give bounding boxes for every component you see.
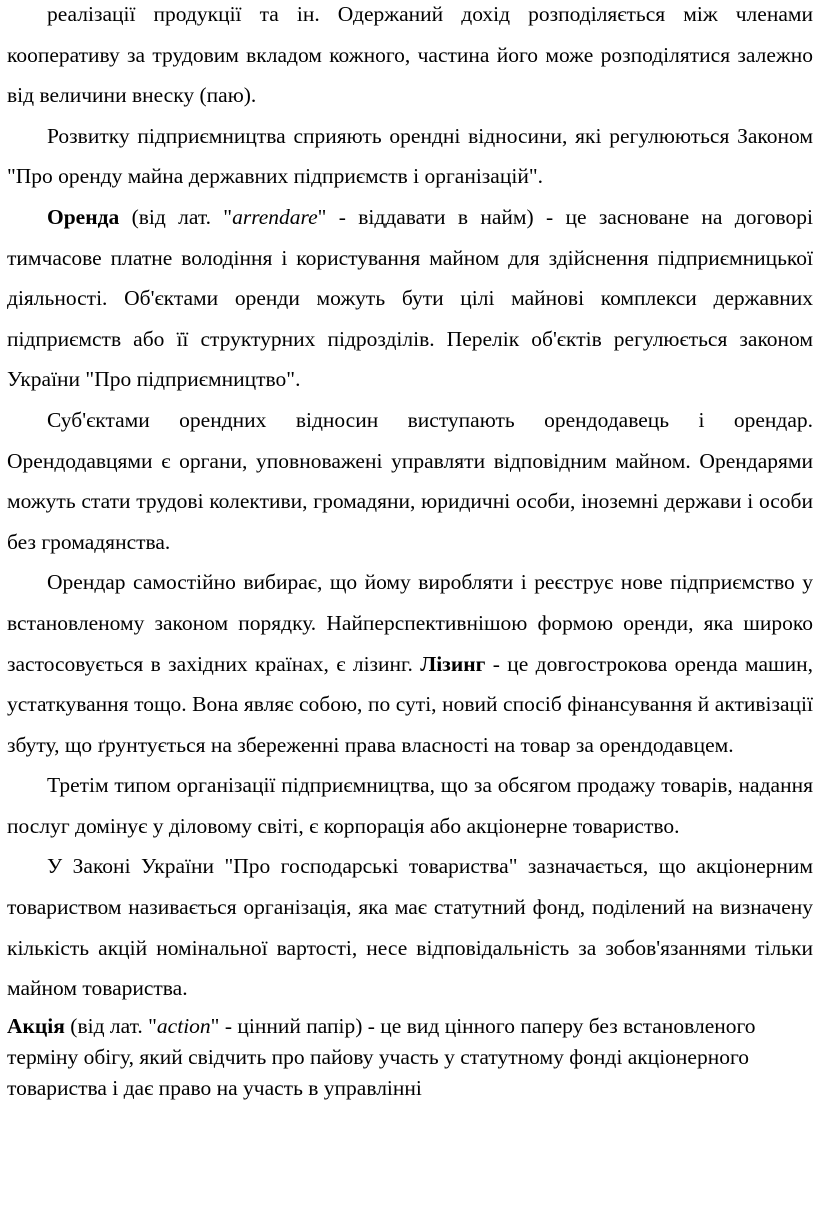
lease-definition-text: " - віддавати в найм) - це засноване на договорі тимчасове платне володіння і користування майном для здійснення підприємницької діяльності. Об'єктами оренди можуть бути цілі майнові комплекси державних підприємств або її структурних підрозділів. Перелік об'єктів регулюється законом України "Про підприємництво".	[7, 204, 813, 392]
paragraph-lease-subjects: Суб'єктами орендних відносин виступають орендодавець і орендар. Орендодавцями є органи, уповноважені управляти відповідним майном. Орендарями можуть стати трудові колективи, громадяни, юридичні особи, іноземні держави і особи без громадянства.	[7, 407, 813, 554]
term-share: Акція	[7, 1013, 65, 1038]
paragraph-cooperative-income: реалізації продукції та ін. Одержаний дохід розподіляється між членами кооперативу за трудовим вкладом кожного, частина його може розподілятися залежно від величини внеску (паю).	[7, 2, 813, 108]
share-definition-text: " - цінний папір) - це вид цінного паперу без встановленого терміну обігу, який свідчить про пайову участь у статутному фонді акціонерного товариства і дає право на участь в управлінні	[7, 1013, 756, 1100]
term-leasing: Лізинг	[420, 651, 486, 676]
paragraph-lease-definition	[7, 197, 813, 400]
paragraph-lease-relations: Розвитку підприємництва сприяють орендні відносини, які регулюються Законом "Про оренду майна державних підприємств і організацій".	[7, 123, 813, 189]
latin-word-action: action	[156, 1013, 211, 1038]
lease-etymology-pre: (від лат. "	[119, 204, 233, 229]
paragraph-corporation: Третім типом організації підприємництва, що за обсягом продажу товарів, надання послуг домінує у діловому світі, є корпорація або акціонерне товариство.	[7, 773, 813, 838]
latin-word-arrendare: arrendare	[232, 204, 318, 229]
term-lease: Оренда	[47, 204, 120, 229]
paragraph-share-definition	[7, 1011, 813, 1104]
leasing-intro-text: Орендар самостійно вибирає, що йому виробляти і реєструє нове підприємство у встановленому законом порядку. Найперспективнішою формою оренди, яка широко застосовується в західних країнах, є лізинг.	[7, 570, 813, 676]
document-page	[7, 0, 813, 1104]
paragraph-joint-stock-law: У Законі України "Про господарські товариства" зазначається, що акціонерним товариством називається організація, яка має статутний фонд, поділений на визначену кількість акцій номінальної вартості, несе відповідальність за зобов'язаннями тільки майном товариства.	[7, 854, 813, 1001]
leasing-definition-text: - це довгострокова оренда машин, устаткування тощо. Вона являє собою, по суті, новий спосіб фінансування й активізації збуту, що ґрунтується на збереженні права власності на товар за орендодавцем.	[7, 651, 813, 757]
share-etymology-pre: (від лат. "	[64, 1013, 157, 1038]
paragraph-leasing	[7, 562, 813, 765]
